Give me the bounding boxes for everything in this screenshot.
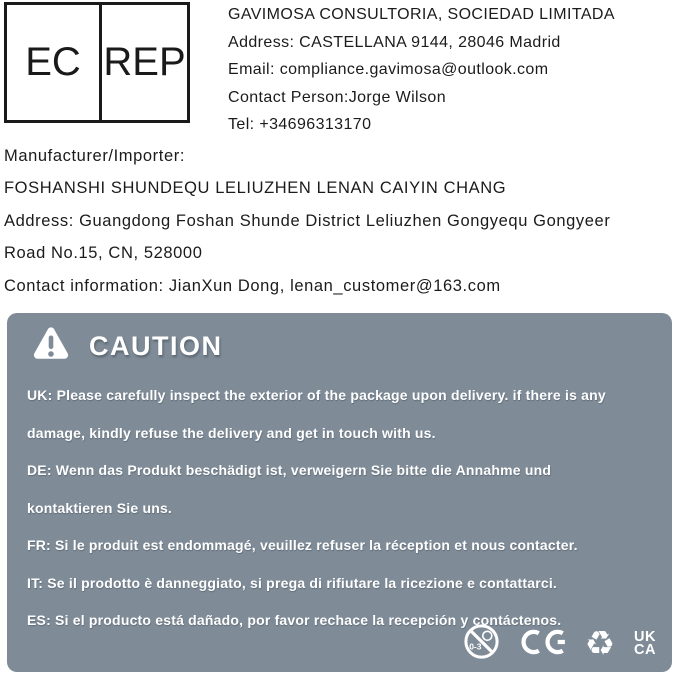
ukca-mark-icon [634,631,656,657]
caution-line-it: IT: Se il prodotto è danneggiato, si prega di rifiutare la ricezione e contattarci. [27,574,558,591]
caution-line-uk-1: UK: Please carefully inspect the exterior of the package upon delivery. if there is any [27,387,606,403]
eu-rep-tel: Tel: +34696313170 [228,116,372,134]
caution-line-de-1: DE: Wenn das Produkt beschädigt ist, verweigern Sie bitte die Annahme und [27,462,552,478]
caution-title: CAUTION [89,330,223,361]
manufacturer-address-line1: Address: Guangdong Foshan Shunde District Leliuzhen Gongyequ Gongyeer [4,211,611,230]
ec-rep-ec-cell: EC [7,5,102,120]
ec-rep-symbol [4,2,190,123]
caution-line-de-2: kontaktieren Sie uns. [27,499,173,516]
caution-line-es: ES: Si el producto está dañado, por favor rechace la recepción y contáctenos. [27,612,562,628]
age-warning-0-3-icon [463,623,500,665]
recycling-icon: ♻ [584,624,616,664]
manufacturer-contact: Contact information: JianXun Dong, lenan_customer@163.com [4,276,501,295]
eu-rep-contact-person: Contact Person:Jorge Wilson [228,88,447,106]
warning-triangle-icon [31,325,71,367]
caution-line-fr: FR: Si le produit est endommagé, veuillez refuser la réception et nous contacter. [27,537,578,553]
eu-rep-company: GAVIMOSA CONSULTORIA, SOCIEDAD LIMITADA [228,6,615,23]
certification-marks-row [463,623,656,665]
caution-line-uk-2: damage, kindly refuse the delivery and get in touch with us. [27,424,436,441]
manufacturer-name: FOSHANSHI SHUNDEQU LELIUZHEN LENAN CAIYIN CHANG [4,179,507,198]
eu-representative-block [228,1,615,139]
caution-header [31,325,658,367]
eu-rep-address: Address: CASTELLANA 9144, 28046 Madrid [228,33,561,51]
manufacturer-heading: Manufacturer/Importer: [4,147,186,165]
eu-rep-email: Email: compliance.gavimosa@outlook.com [228,61,549,79]
age-warning-label: 0-3 [468,641,482,652]
caution-panel [7,313,672,672]
manufacturer-address-line2: Road No.15, CN, 528000 [4,244,203,263]
ukca-line-ca: CA [634,642,656,658]
ec-rep-rep-cell: REP [103,40,186,84]
manufacturer-block [4,140,610,302]
ukca-line-uk: UK [634,629,656,645]
ce-mark-icon [519,627,566,662]
